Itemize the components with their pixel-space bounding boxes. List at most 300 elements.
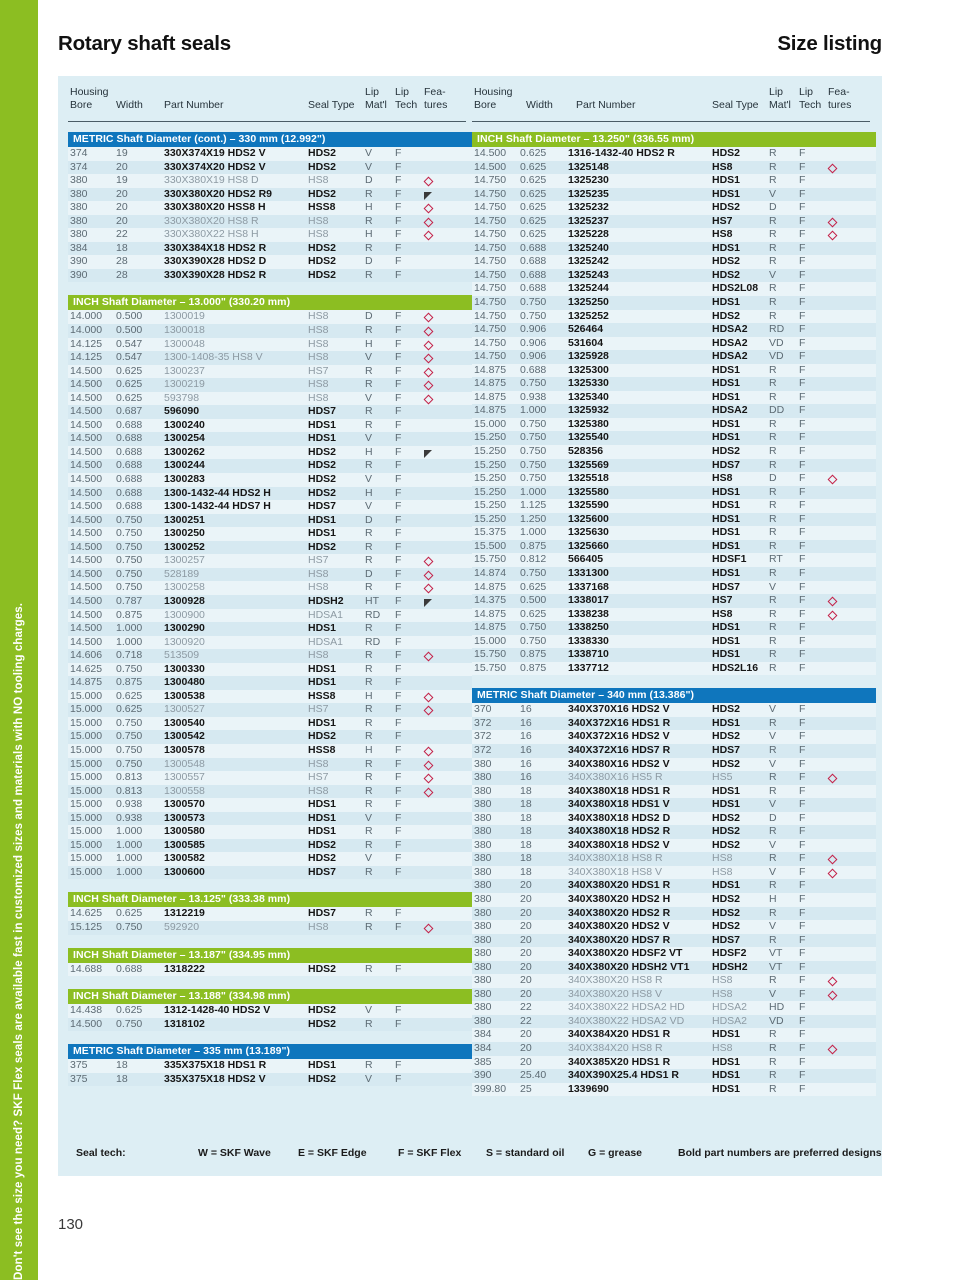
cell-lip-matl: H <box>365 486 373 499</box>
cell-part-number: 1325932 <box>568 404 609 417</box>
section-gap <box>68 282 472 295</box>
cell-lip-tech: F <box>395 310 402 323</box>
cell-lip-tech: F <box>799 811 806 824</box>
table-row <box>472 907 876 921</box>
cell-part-number: 1300573 <box>164 811 205 824</box>
cell-width: 0.625 <box>520 160 547 173</box>
cell-seal-type: HS8 <box>308 920 329 933</box>
diamond-icon <box>424 231 434 241</box>
cell-lip-matl: R <box>769 1069 777 1082</box>
cell-part-number: 1300-1432-44 HDS7 H <box>164 500 271 513</box>
diamond-icon <box>424 924 434 934</box>
cell-part-number: 335X375X18 HDS2 V <box>164 1072 266 1085</box>
cell-housing-bore: 14.750 <box>474 241 507 254</box>
cell-seal-type: HDSA2 <box>712 323 748 336</box>
header-lip-tech: Lip Tech <box>799 86 822 111</box>
table-row <box>472 242 876 256</box>
cell-seal-type: HDSH2 <box>712 960 748 973</box>
cell-housing-bore: 374 <box>70 147 88 159</box>
cell-part-number: 528189 <box>164 567 200 580</box>
cell-part-number: 1300548 <box>164 757 205 770</box>
cell-seal-type: HDS2L08 <box>712 282 759 295</box>
cell-features <box>828 771 848 785</box>
cell-housing-bore: 370 <box>474 703 492 716</box>
cell-part-number: 1300557 <box>164 771 205 784</box>
cell-seal-type: HDS2 <box>712 255 741 268</box>
cell-width: 1.125 <box>520 499 547 512</box>
cell-width: 0.750 <box>520 458 547 471</box>
cell-lip-matl: HT <box>365 594 379 607</box>
cell-seal-type: HDS1 <box>712 539 741 552</box>
cell-part-number: 1300578 <box>164 743 205 756</box>
diamond-icon <box>424 692 434 702</box>
cell-width: 0.688 <box>116 459 143 472</box>
cell-lip-matl: R <box>769 566 777 579</box>
table-row <box>68 1059 472 1073</box>
table-row <box>472 269 876 283</box>
table-row <box>472 798 876 812</box>
cell-housing-bore: 15.000 <box>70 703 103 716</box>
cell-lip-tech: F <box>395 662 402 675</box>
cell-housing-bore: 15.000 <box>70 689 103 702</box>
cell-seal-type: HDS7 <box>712 933 741 946</box>
cell-seal-type: HDS2 <box>712 445 741 458</box>
cell-housing-bore: 14.875 <box>474 621 507 634</box>
header-rule <box>68 121 466 122</box>
cell-housing-bore: 14.875 <box>474 580 507 593</box>
diamond-icon <box>424 313 434 323</box>
cell-width: 1.000 <box>520 485 547 498</box>
cell-lip-tech: F <box>799 594 806 607</box>
size-listing-panel <box>58 76 882 1176</box>
cell-width: 0.787 <box>116 594 143 607</box>
cell-part-number: 330X374X19 HDS2 V <box>164 147 266 159</box>
cell-part-number: 1325244 <box>568 282 609 295</box>
legend-flex: F = SKF Flex <box>398 1147 462 1159</box>
cell-part-number: 330X390X28 HDS2 R <box>164 268 267 281</box>
cell-lip-tech: F <box>395 201 402 214</box>
cell-lip-tech: F <box>799 214 806 227</box>
cell-lip-tech: F <box>395 500 402 513</box>
cell-part-number: 1325630 <box>568 526 609 539</box>
cell-part-number: 1325237 <box>568 214 609 227</box>
flag-icon <box>424 450 432 458</box>
cell-features <box>828 988 848 1002</box>
table-row <box>472 377 876 391</box>
cell-lip-tech: F <box>395 907 402 920</box>
cell-part-number: 1325228 <box>568 228 609 241</box>
cell-seal-type: HDSA2 <box>712 336 748 349</box>
table-row <box>68 378 472 392</box>
cell-width: 18 <box>520 838 532 851</box>
cell-width: 16 <box>520 743 532 756</box>
cell-part-number: 1300258 <box>164 581 205 594</box>
cell-housing-bore: 14.625 <box>70 907 103 920</box>
table-row <box>472 730 876 744</box>
cell-part-number: 566405 <box>568 553 604 566</box>
cell-lip-matl: R <box>365 324 373 337</box>
cell-width: 0.688 <box>116 418 143 431</box>
cell-lip-matl: H <box>365 337 373 350</box>
cell-lip-tech: F <box>799 892 806 905</box>
cell-features <box>424 310 444 324</box>
cell-housing-bore: 380 <box>474 933 492 946</box>
cell-features <box>828 594 848 608</box>
cell-width: 0.625 <box>116 391 143 404</box>
cell-housing-bore: 380 <box>474 920 492 933</box>
cell-features <box>424 188 444 202</box>
table-row <box>472 866 876 880</box>
cell-width: 18 <box>520 825 532 838</box>
cell-lip-matl: R <box>365 268 373 281</box>
section-gap <box>68 935 472 948</box>
table-row <box>68 866 472 880</box>
cell-lip-matl: VT <box>769 947 783 960</box>
cell-part-number: 340X380X18 HDS1 V <box>568 798 670 811</box>
cell-features <box>424 785 444 799</box>
cell-lip-matl: R <box>365 920 373 933</box>
cell-width: 20 <box>520 960 532 973</box>
cell-part-number: 1300244 <box>164 459 205 472</box>
cell-lip-tech: F <box>799 825 806 838</box>
cell-seal-type: HS8 <box>308 351 329 364</box>
cell-housing-bore: 15.250 <box>474 499 507 512</box>
cell-lip-tech: F <box>395 378 402 391</box>
cell-lip-matl: R <box>769 147 777 159</box>
cell-housing-bore: 14.750 <box>474 323 507 336</box>
cell-part-number: 340X384X20 HDS1 R <box>568 1028 671 1041</box>
cell-width: 0.750 <box>520 431 547 444</box>
table-row <box>472 350 876 364</box>
cell-width: 0.625 <box>520 214 547 227</box>
cell-housing-bore: 380 <box>474 757 492 770</box>
table-row <box>68 338 472 352</box>
cell-width: 0.688 <box>520 255 547 268</box>
cell-lip-matl: R <box>769 445 777 458</box>
cell-seal-type: HDS7 <box>308 907 337 920</box>
cell-lip-tech: F <box>395 160 402 173</box>
cell-lip-matl: R <box>365 676 373 689</box>
cell-seal-type: HS8 <box>308 757 329 770</box>
cell-housing-bore: 380 <box>474 987 492 1000</box>
cell-lip-tech: F <box>395 920 402 933</box>
table-row <box>472 648 876 662</box>
cell-seal-type: HDS7 <box>308 865 337 878</box>
cell-part-number: 1300019 <box>164 310 205 323</box>
cell-housing-bore: 14.500 <box>70 486 103 499</box>
cell-lip-tech: F <box>395 147 402 159</box>
cell-lip-tech: F <box>395 703 402 716</box>
cell-lip-matl: R <box>769 255 777 268</box>
cell-seal-type: HDS2 <box>308 1017 337 1030</box>
cell-width: 0.875 <box>116 608 143 621</box>
header-housing-bore: Housing Bore <box>474 86 513 111</box>
table-row <box>68 690 472 704</box>
cell-lip-matl: R <box>365 527 373 540</box>
cell-housing-bore: 15.000 <box>70 852 103 865</box>
cell-part-number: 1325240 <box>568 241 609 254</box>
header-housing-bore: Housing Bore <box>70 86 109 111</box>
cell-width: 20 <box>520 1042 532 1054</box>
diamond-icon <box>828 990 838 1000</box>
cell-part-number: 1325252 <box>568 309 609 322</box>
cell-part-number: 1300558 <box>164 784 205 797</box>
diamond-icon <box>828 868 838 878</box>
cell-seal-type: HS7 <box>308 554 329 567</box>
cell-width: 0.688 <box>116 486 143 499</box>
table-row <box>68 636 472 650</box>
cell-part-number: 340X372X16 HDS1 R <box>568 716 671 729</box>
cell-seal-type: HDS1 <box>712 174 741 187</box>
cell-housing-bore: 15.000 <box>474 417 507 430</box>
cell-housing-bore: 15.000 <box>70 825 103 838</box>
cell-lip-matl: R <box>365 771 373 784</box>
cell-width: 0.750 <box>520 309 547 322</box>
table-row <box>68 1004 472 1018</box>
cell-width: 0.906 <box>520 350 547 363</box>
section-gap <box>68 976 472 989</box>
cell-width: 1.000 <box>116 635 143 648</box>
table-row <box>472 785 876 799</box>
cell-width: 0.750 <box>116 581 143 594</box>
cell-part-number: 1325242 <box>568 255 609 268</box>
table-row <box>472 744 876 758</box>
cell-housing-bore: 384 <box>474 1028 492 1041</box>
cell-part-number: 330X380X19 HS8 D <box>164 174 259 187</box>
cell-lip-tech: F <box>395 594 402 607</box>
cell-width: 20 <box>116 160 128 173</box>
diamond-icon <box>424 774 434 784</box>
table-row <box>472 282 876 296</box>
cell-width: 16 <box>520 730 532 743</box>
cell-seal-type: HDS1 <box>712 784 741 797</box>
cell-part-number: 330X380X22 HS8 H <box>164 228 259 241</box>
cell-lip-tech: F <box>799 296 806 309</box>
legend-label: Seal tech: <box>76 1147 126 1159</box>
cell-lip-tech: F <box>395 473 402 486</box>
cell-housing-bore: 14.750 <box>474 228 507 241</box>
cell-lip-tech: F <box>395 554 402 567</box>
table-row <box>68 459 472 473</box>
table-row <box>472 553 876 567</box>
cell-lip-tech: F <box>799 865 806 878</box>
cell-lip-tech: F <box>799 838 806 851</box>
cell-width: 0.688 <box>116 473 143 486</box>
table-row <box>472 255 876 269</box>
header-lip-tech: Lip Tech <box>395 86 418 111</box>
cell-housing-bore: 375 <box>70 1059 88 1072</box>
cell-width: 18 <box>520 865 532 878</box>
cell-housing-bore: 380 <box>474 811 492 824</box>
table-row <box>68 405 472 419</box>
cell-width: 0.688 <box>116 500 143 513</box>
table-row <box>68 717 472 731</box>
diamond-icon <box>828 597 838 607</box>
cell-lip-tech: F <box>799 798 806 811</box>
cell-lip-tech: F <box>799 960 806 973</box>
cell-lip-matl: RT <box>769 553 783 566</box>
cell-features <box>424 351 444 365</box>
section-header-inch: INCH Shaft Diameter – 13.250" (336.55 mm) <box>472 132 876 147</box>
cell-housing-bore: 375 <box>70 1072 88 1085</box>
table-row <box>68 758 472 772</box>
cell-width: 18 <box>520 798 532 811</box>
cell-width: 18 <box>520 811 532 824</box>
cell-part-number: 513509 <box>164 649 200 662</box>
table-row <box>472 1083 876 1097</box>
cell-seal-type: HSS8 <box>308 743 336 756</box>
cell-lip-matl: DD <box>769 404 785 417</box>
cell-seal-type: HDS7 <box>308 500 337 513</box>
cell-part-number: 593798 <box>164 391 200 404</box>
cell-part-number: 1300527 <box>164 703 205 716</box>
cell-features <box>828 974 848 988</box>
cell-part-number: 340X380X18 HDS2 V <box>568 838 670 851</box>
cell-lip-tech: F <box>799 390 806 403</box>
table-row <box>68 703 472 717</box>
cell-housing-bore: 15.000 <box>474 634 507 647</box>
cell-seal-type: HDS1 <box>308 513 337 526</box>
cell-part-number: 1300240 <box>164 418 205 431</box>
table-row <box>68 446 472 460</box>
cell-housing-bore: 380 <box>474 784 492 797</box>
cell-width: 0.500 <box>520 594 547 607</box>
cell-part-number: 330X390X28 HDS2 D <box>164 255 267 268</box>
cell-seal-type: HDS2 <box>308 1072 337 1085</box>
cell-part-number: 340X380X16 HDS2 V <box>568 757 670 770</box>
cell-lip-matl: H <box>365 201 373 214</box>
cell-housing-bore: 380 <box>70 228 88 241</box>
diamond-icon <box>828 217 838 227</box>
cell-housing-bore: 14.500 <box>70 378 103 391</box>
cell-housing-bore: 14.750 <box>474 255 507 268</box>
diamond-icon <box>424 787 434 797</box>
cell-housing-bore: 15.000 <box>70 730 103 743</box>
table-row <box>472 147 876 161</box>
cell-part-number: 330X380X20 HDS2 R9 <box>164 187 272 200</box>
table-row <box>68 839 472 853</box>
cell-width: 0.750 <box>116 920 143 933</box>
cell-housing-bore: 380 <box>474 906 492 919</box>
cell-lip-tech: F <box>395 743 402 756</box>
cell-lip-matl: VD <box>769 336 784 349</box>
cell-seal-type: HDSA2 <box>712 1014 748 1027</box>
section-header-metric: METRIC Shaft Diameter – 335 mm (13.189") <box>68 1044 472 1059</box>
cell-seal-type: HDS1 <box>308 1059 337 1072</box>
cell-part-number: 1300250 <box>164 527 205 540</box>
cell-lip-matl: D <box>365 513 373 526</box>
cell-housing-bore: 14.750 <box>474 296 507 309</box>
header-lip-matl: Lip Mat'l <box>365 86 387 111</box>
cell-lip-tech: F <box>799 350 806 363</box>
table-row <box>68 649 472 663</box>
cell-features <box>828 472 848 486</box>
cell-lip-tech: F <box>799 309 806 322</box>
table-row <box>68 921 472 935</box>
cell-lip-matl: R <box>365 241 373 254</box>
cell-width: 0.938 <box>520 390 547 403</box>
cell-width: 0.750 <box>520 621 547 634</box>
cell-width: 0.750 <box>520 417 547 430</box>
cell-part-number: 340X370X16 HDS2 V <box>568 703 670 716</box>
cell-lip-matl: R <box>365 716 373 729</box>
cell-housing-bore: 14.500 <box>70 500 103 513</box>
cell-lip-tech: F <box>799 566 806 579</box>
cell-housing-bore: 15.500 <box>474 539 507 552</box>
cell-lip-tech: F <box>395 852 402 865</box>
table-row <box>472 472 876 486</box>
cell-part-number: 1312219 <box>164 907 205 920</box>
diamond-icon <box>828 610 838 620</box>
table-row <box>68 852 472 866</box>
cell-housing-bore: 15.250 <box>474 445 507 458</box>
cell-lip-tech: F <box>799 1069 806 1082</box>
cell-housing-bore: 14.500 <box>70 513 103 526</box>
cell-housing-bore: 14.874 <box>474 566 507 579</box>
cell-housing-bore: 380 <box>474 852 492 865</box>
table-row <box>472 404 876 418</box>
cell-part-number: 1325590 <box>568 499 609 512</box>
cell-features <box>828 866 848 880</box>
cell-seal-type: HDS1 <box>712 512 741 525</box>
cell-width: 0.547 <box>116 337 143 350</box>
cell-housing-bore: 14.750 <box>474 214 507 227</box>
cell-seal-type: HDS1 <box>308 798 337 811</box>
table-row <box>68 351 472 365</box>
cell-seal-type: HS7 <box>308 703 329 716</box>
cell-lip-tech: F <box>395 649 402 662</box>
table-row <box>472 310 876 324</box>
table-row <box>68 744 472 758</box>
cell-lip-matl: VT <box>769 960 783 973</box>
cell-lip-tech: F <box>799 1055 806 1068</box>
cell-housing-bore: 14.750 <box>474 187 507 200</box>
cell-part-number: 1300219 <box>164 378 205 391</box>
cell-lip-matl: R <box>365 214 373 227</box>
diamond-icon <box>424 706 434 716</box>
cell-width: 0.625 <box>520 607 547 620</box>
cell-lip-matl: V <box>769 730 777 743</box>
cell-housing-bore: 15.750 <box>474 661 507 674</box>
cell-lip-tech: F <box>395 730 402 743</box>
cell-lip-matl: H <box>365 228 373 241</box>
table-row <box>472 879 876 893</box>
cell-part-number: 340X380X20 HDS7 R <box>568 933 671 946</box>
cell-lip-matl: R <box>365 364 373 377</box>
cell-housing-bore: 380 <box>474 960 492 973</box>
cell-width: 0.875 <box>520 539 547 552</box>
cell-housing-bore: 14.500 <box>70 1017 103 1030</box>
cell-features <box>424 215 444 229</box>
cell-housing-bore: 15.000 <box>70 784 103 797</box>
cell-lip-matl: V <box>769 703 777 716</box>
cell-lip-tech: F <box>799 1042 806 1054</box>
cell-seal-type: HDS1 <box>712 485 741 498</box>
cell-width: 0.688 <box>520 363 547 376</box>
cell-part-number: 340X385X20 HDS1 R <box>568 1055 671 1068</box>
cell-width: 25.40 <box>520 1069 547 1082</box>
legend-edge: E = SKF Edge <box>298 1147 367 1159</box>
cell-width: 0.547 <box>116 351 143 364</box>
cell-lip-matl: R <box>769 296 777 309</box>
cell-features <box>828 215 848 229</box>
cell-lip-tech: F <box>395 581 402 594</box>
cell-lip-matl: R <box>769 431 777 444</box>
table-row <box>68 663 472 677</box>
cell-part-number: 596090 <box>164 405 200 418</box>
cell-housing-bore: 14.875 <box>70 676 103 689</box>
page-header <box>58 32 882 66</box>
